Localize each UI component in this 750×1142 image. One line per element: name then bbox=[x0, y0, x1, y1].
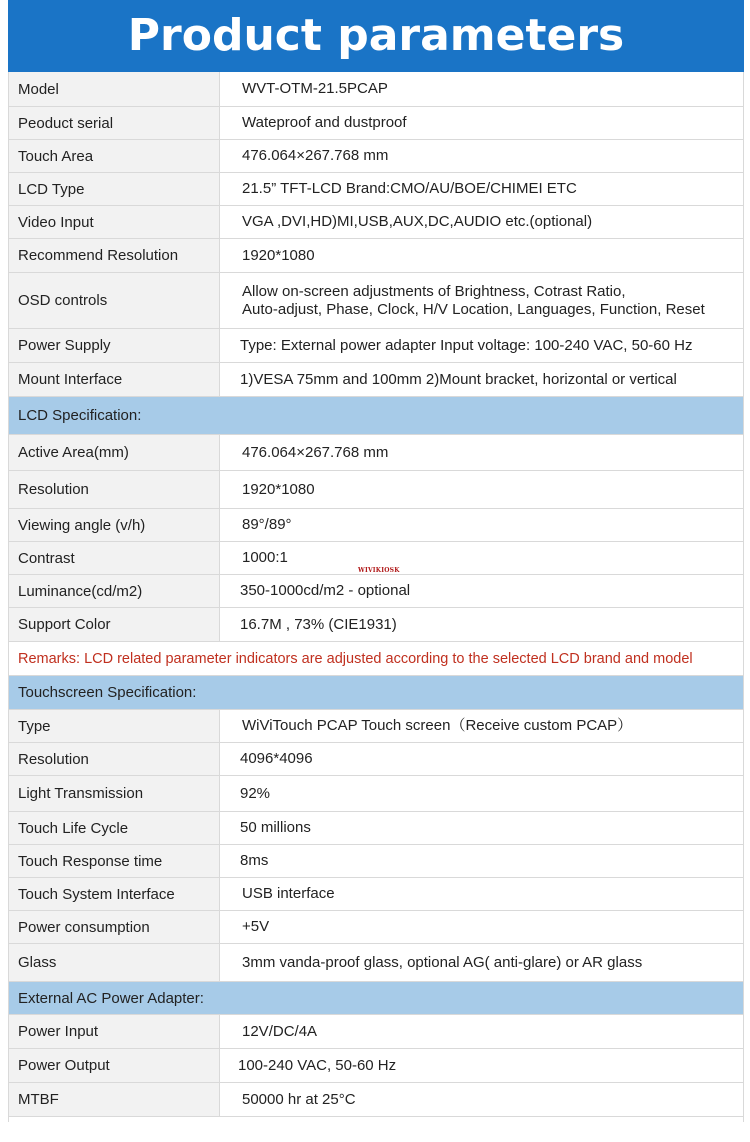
param-label: MTBF bbox=[8, 1083, 220, 1116]
table-row bbox=[8, 911, 744, 944]
param-label: Active Area(mm) bbox=[8, 435, 220, 470]
table-row bbox=[8, 435, 744, 471]
param-label: Light Transmission bbox=[8, 776, 220, 811]
table-row bbox=[8, 608, 744, 642]
table-row bbox=[8, 1049, 744, 1083]
table-row bbox=[8, 509, 744, 542]
section-header-lcd: LCD Specification: bbox=[8, 397, 744, 435]
table-row bbox=[8, 273, 744, 329]
param-value: 1920*1080 bbox=[220, 239, 744, 272]
table-row bbox=[8, 329, 744, 363]
param-label: Viewing angle (v/h) bbox=[8, 509, 220, 541]
table-row bbox=[8, 239, 744, 273]
table-left-border bbox=[8, 72, 9, 1122]
param-label: OSD controls bbox=[8, 273, 220, 328]
watermark-logo: WIVIKIOSK bbox=[358, 567, 400, 574]
param-value: WiViTouch PCAP Touch screen（Receive custom PCAP） bbox=[220, 710, 744, 742]
param-value: USB interface bbox=[220, 878, 744, 910]
param-label: Luminance(cd/m2) bbox=[8, 575, 220, 607]
param-value: 12V/DC/4A bbox=[220, 1015, 744, 1048]
table-row bbox=[8, 206, 744, 239]
param-value: 1920*1080 bbox=[220, 471, 744, 508]
param-label: Model bbox=[8, 72, 220, 106]
param-value bbox=[220, 273, 744, 328]
param-label: Video Input bbox=[8, 206, 220, 238]
param-label: Resolution bbox=[8, 743, 220, 775]
page-title: Product parameters bbox=[8, 0, 744, 72]
param-value: 89°/89° bbox=[220, 509, 744, 541]
table-row bbox=[8, 363, 744, 397]
param-value: 1000:1 bbox=[220, 542, 744, 574]
param-value: 92% bbox=[220, 776, 744, 811]
param-value: 100-240 VAC, 50-60 Hz bbox=[220, 1049, 744, 1082]
table-row bbox=[8, 140, 744, 173]
param-value: 1)VESA 75mm and 100mm 2)Mount bracket, horizontal or vertical bbox=[220, 363, 744, 396]
table-row bbox=[8, 575, 744, 608]
table-row bbox=[8, 173, 744, 206]
param-label: Resolution bbox=[8, 471, 220, 508]
param-value: 3mm vanda-proof glass, optional AG( anti-glare) or AR glass bbox=[220, 944, 744, 981]
table-row bbox=[8, 72, 744, 107]
table-row bbox=[8, 845, 744, 878]
table-row bbox=[8, 812, 744, 845]
param-value: 50 millions bbox=[220, 812, 744, 844]
table-right-border bbox=[743, 72, 744, 1122]
param-label: Type bbox=[8, 710, 220, 742]
param-value: WVT-OTM-21.5PCAP bbox=[220, 72, 744, 106]
param-label: Support Color bbox=[8, 608, 220, 641]
param-label: Touch Life Cycle bbox=[8, 812, 220, 844]
table-row bbox=[8, 471, 744, 509]
param-value: 476.064×267.768 mm bbox=[220, 435, 744, 470]
param-value: Type: External power adapter Input voltage: 100-240 VAC, 50-60 Hz bbox=[220, 329, 744, 362]
param-value: VGA ,DVI,HD)MI,USB,AUX,DC,AUDIO etc.(optional) bbox=[220, 206, 744, 238]
param-label: Contrast bbox=[8, 542, 220, 574]
table-row bbox=[8, 1015, 744, 1049]
param-label: Touch Response time bbox=[8, 845, 220, 877]
remarks-note: Remarks: LCD related parameter indicators are adjusted according to the selected LCD brand and model bbox=[8, 642, 744, 676]
param-label: Power Output bbox=[8, 1049, 220, 1082]
param-label: Peoduct serial bbox=[8, 107, 220, 139]
table-row bbox=[8, 1083, 744, 1117]
table-row bbox=[8, 743, 744, 776]
parameters-table bbox=[8, 72, 744, 1117]
param-label: LCD Type bbox=[8, 173, 220, 205]
table-row bbox=[8, 878, 744, 911]
param-label: Recommend Resolution bbox=[8, 239, 220, 272]
param-label: Power Input bbox=[8, 1015, 220, 1048]
param-value: Wateproof and dustproof bbox=[220, 107, 744, 139]
param-value: 21.5” TFT-LCD Brand:CMO/AU/BOE/CHIMEI ETC bbox=[220, 173, 744, 205]
param-value: 50000 hr at 25°C bbox=[220, 1083, 744, 1116]
param-value: +5V bbox=[220, 911, 744, 943]
param-label: Glass bbox=[8, 944, 220, 981]
table-row bbox=[8, 944, 744, 982]
param-label: Touch System Interface bbox=[8, 878, 220, 910]
param-value: 350-1000cd/m2 - optional bbox=[220, 575, 744, 607]
param-value: 476.064×267.768 mm bbox=[220, 140, 744, 172]
param-label: Power consumption bbox=[8, 911, 220, 943]
table-row bbox=[8, 776, 744, 812]
param-value: 16.7M , 73% (CIE1931) bbox=[220, 608, 744, 641]
section-header-power-adapter: External AC Power Adapter: bbox=[8, 982, 744, 1015]
param-value: 4096*4096 bbox=[220, 743, 744, 775]
param-value: 8ms bbox=[220, 845, 744, 877]
param-label: Power Supply bbox=[8, 329, 220, 362]
table-row bbox=[8, 107, 744, 140]
param-value-line-2: Auto-adjust, Phase, Clock, H/V Location, Languages, Function, Reset bbox=[242, 300, 705, 318]
table-row bbox=[8, 710, 744, 743]
section-header-touchscreen: Touchscreen Specification: bbox=[8, 676, 744, 710]
param-label: Touch Area bbox=[8, 140, 220, 172]
param-value-line-1: Allow on-screen adjustments of Brightness, Cotrast Ratio, bbox=[242, 282, 626, 300]
param-label: Mount Interface bbox=[8, 363, 220, 396]
